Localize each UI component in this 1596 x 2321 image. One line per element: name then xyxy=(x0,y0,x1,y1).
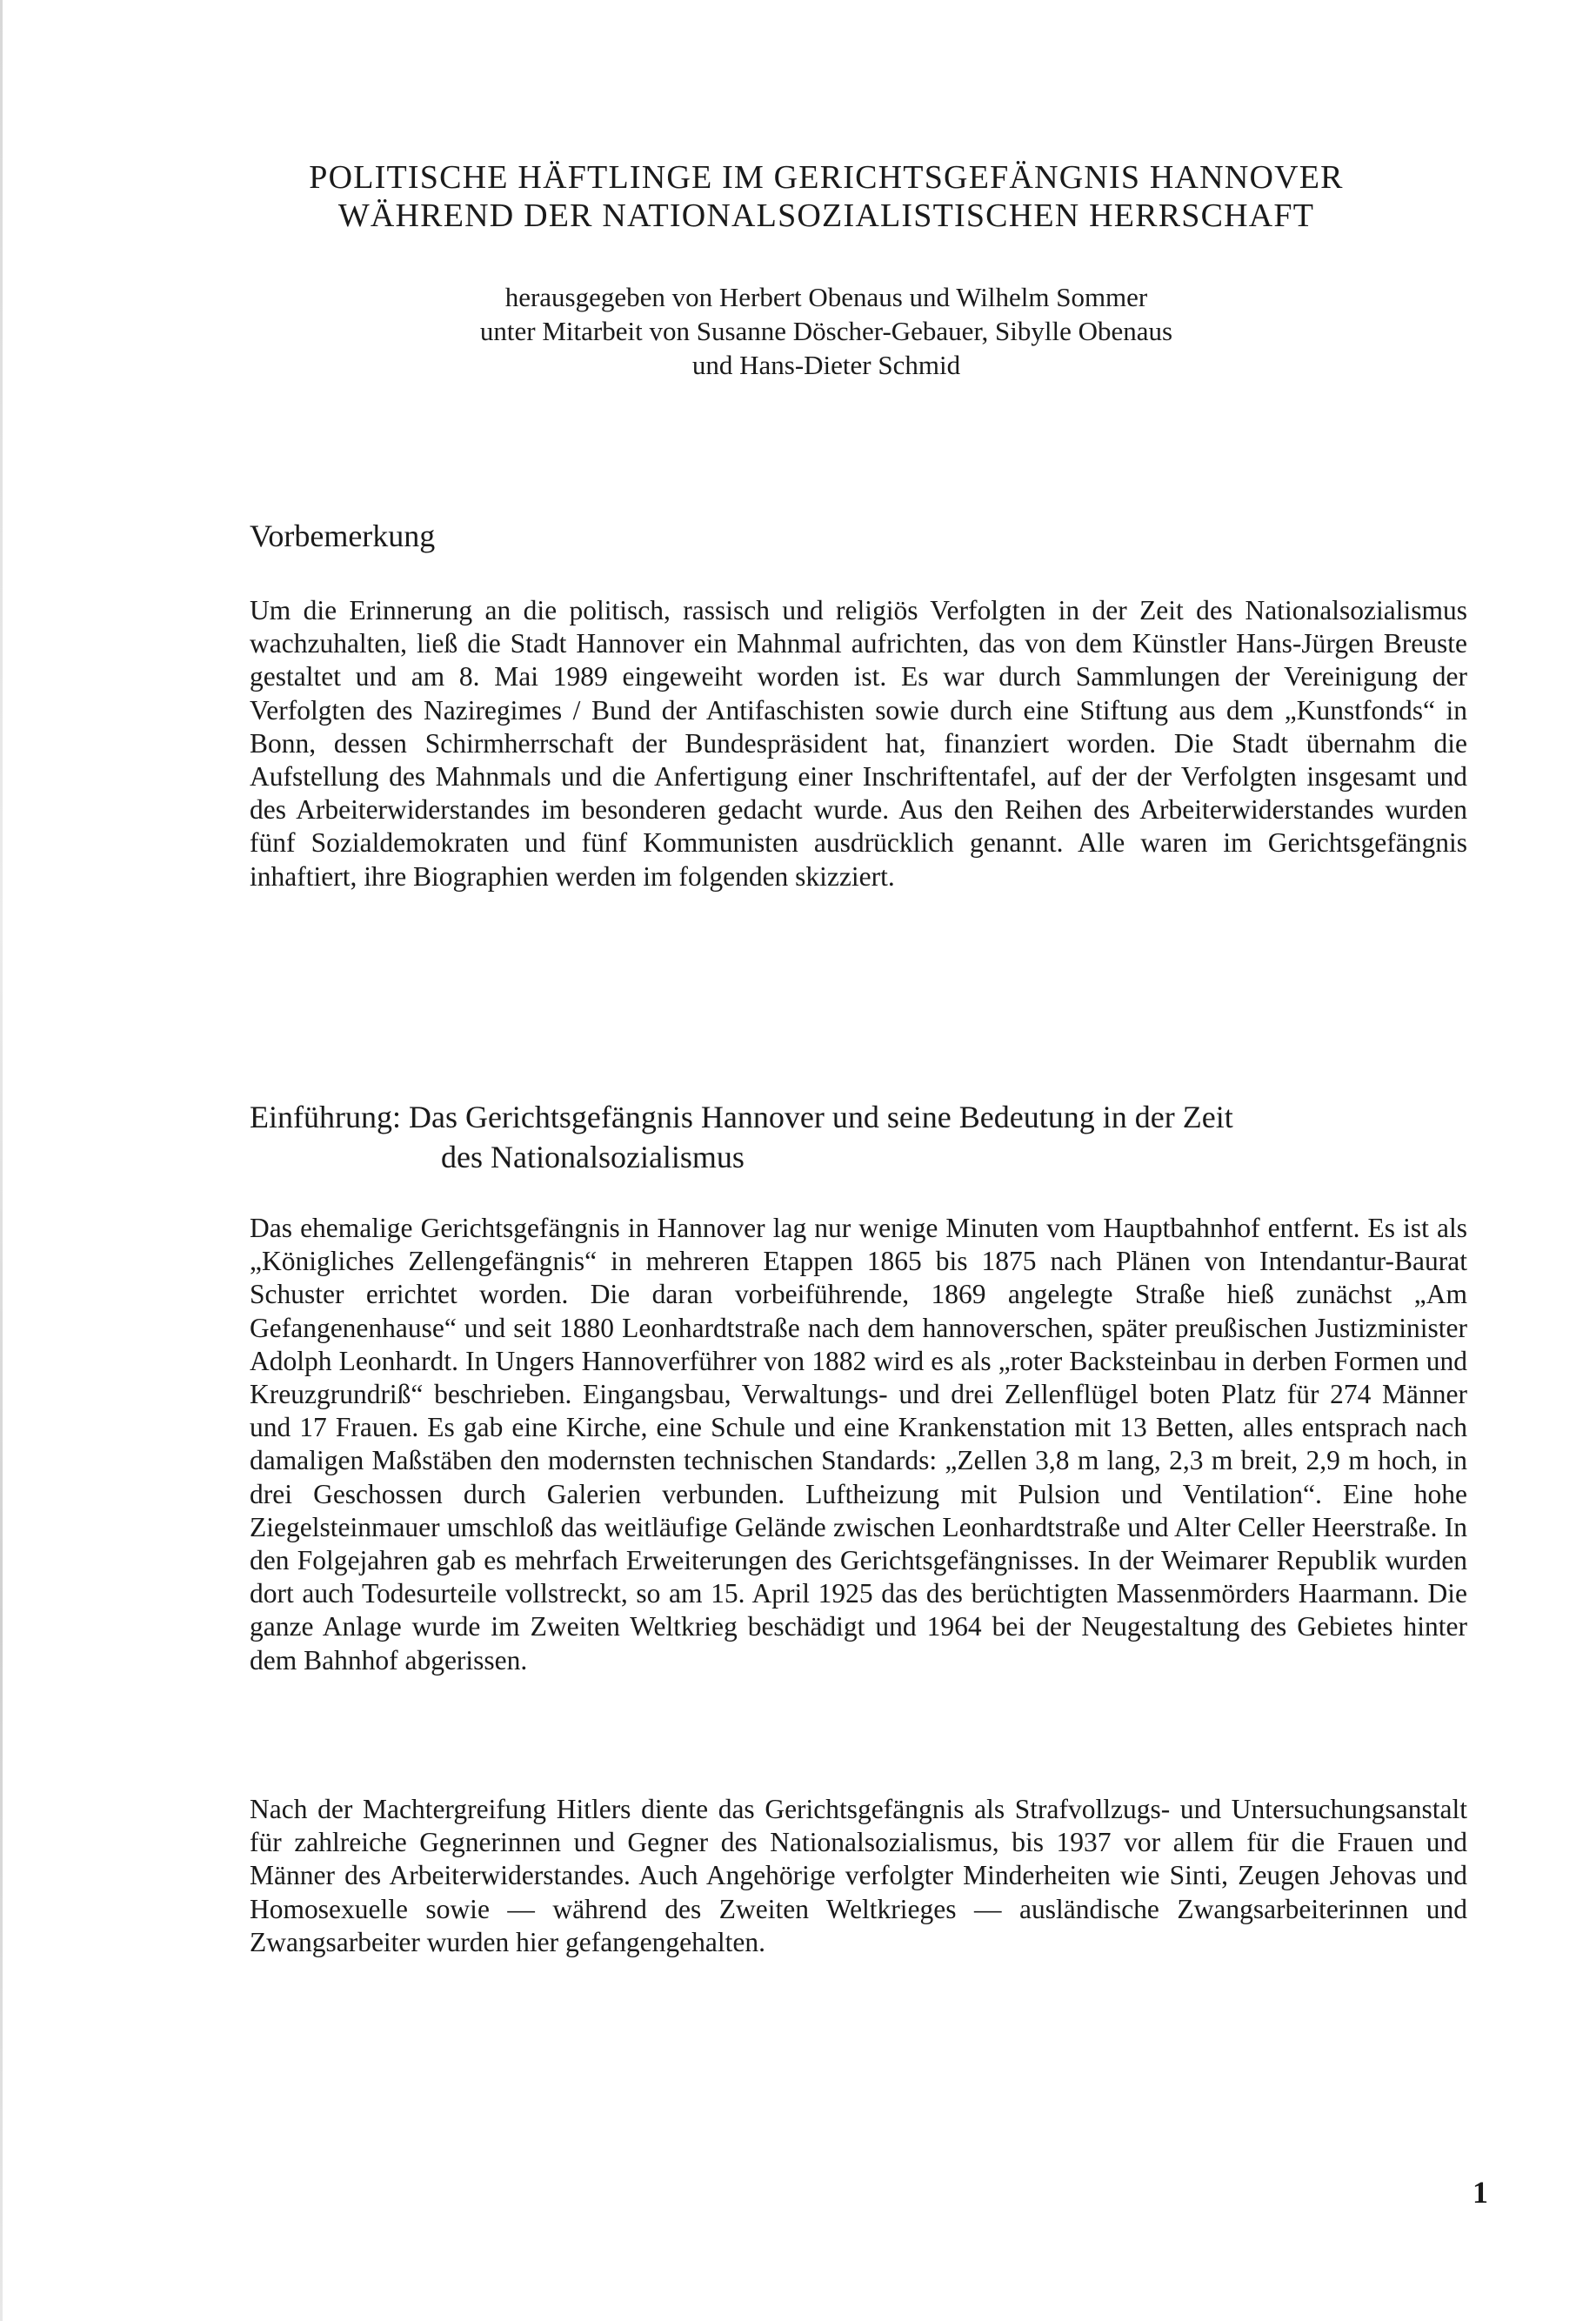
paragraph-einfuehrung-2: Nach der Machtergreifung Hitlers diente das Gerichtsgefängnis als Strafvollzugs- und Untersuchungsanstalt für zahlreiche Gegnerinnen und Gegner des Nationalsozialismus, bis 1937 vor allem für die Frauen und Männer des Arbeiterwiderstandes. Auch Angehörige verfolgter Minderheiten wie Sinti, Zeugen Jehovas und Homosexuelle sowie — während des Zweiten Weltkrieges — ausländische Zwangsarbeiterinnen und Zwangsarbeiter wurden hier gefangengehalten. xyxy=(250,1794,1467,1957)
heading-einfuehrung-line-2: des Nationalsozialismus xyxy=(441,1140,745,1174)
editors-line-3: und Hans-Dieter Schmid xyxy=(691,350,961,380)
paragraph-vorbemerkung: Um die Erinnerung an die politisch, rassisch und religiös Verfolgten in der Zeit des Nationalsozialismus wachzuhalten, ließ die Stadt Hannover ein Mahnmal aufrichten, das von dem Künstler Hans-Jürgen Breuste gestaltet und am 8. Mai 1989 eingeweiht worden ist. Es war durch Sammlungen der Vereinigung der Verfolgten des Naziregimes / Bund der Antifaschisten sowie durch eine Stiftung aus dem „Kunstfonds“ in Bonn, dessen Schirmherrschaft der Bundespräsident hat, finanziert worden. Die Stadt übernahm die Aufstellung des Mahnmals und die Anfertigung einer Inschriftentafel, auf der der Verfolgten insgesamt und des Arbeiterwiderstandes im besonderen gedacht wurde. Aus den Reihen des Arbeiterwiderstandes wurden fünf Sozialdemokraten und fünf Kommunisten ausdrücklich genannt. Alle waren im Gerichtsgefängnis inhaftiert, ihre Biographien werden im folgenden skizziert. xyxy=(250,595,1467,892)
page-number: 1 xyxy=(1472,2175,1488,2210)
editors-line-2: unter Mitarbeit von Susanne Döscher-Gebauer, Sibylle Obenaus xyxy=(479,316,1173,346)
title-line-1: POLITISCHE HÄFTLINGE IM GERICHTSGEFÄNGNIS HANNOVER xyxy=(309,159,1344,196)
document-title xyxy=(217,158,1435,235)
section-heading-vorbemerkung: Vorbemerkung xyxy=(250,518,436,553)
section-heading-einfuehrung xyxy=(250,1097,1467,1177)
paragraph-einfuehrung-1: Das ehemalige Gerichtsgefängnis in Hannover lag nur wenige Minuten vom Hauptbahnhof entfernt. Es ist als „Königliches Zellengefängnis“ in mehreren Etappen 1865 bis 1875 nach Plänen von Intendantur-Baurat Schuster errichtet worden. Die daran vorbeiführende, 1869 angelegte Straße hieß zunächst „Am Gefangenenhause“ und seit 1880 Leonhardtstraße nach dem hannoverschen, später preußischen Justizminister Adolph Leonhardt. In Ungers Hannoverführer von 1882 wird es als „roter Backsteinbau in derben Formen und Kreuzgrundriß“ beschrieben. Eingangsbau, Verwaltungs- und drei Zellenflügel boten Platz für 274 Männer und 17 Frauen. Es gab eine Kirche, eine Schule und eine Krankenstation mit 13 Betten, alles entsprach nach damaligen Maßstäben den modernsten technischen Standards: „Zellen 3,8 m lang, 2,3 m breit, 2,9 m hoch, in drei Geschossen durch Galerien verbunden. Luftheizung mit Pulsion und Ventilation“. Eine hohe Ziegelsteinmauer umschloß das weitläufige Gelände zwischen Leonhardtstraße und Alter Celler Heerstraße. In den Folgejahren gab es mehrfach Erweiterungen des Gerichtsgefängnisses. In der Weimarer Republik wurden dort auch Todesurteile vollstreckt, so am 15. April 1925 das des berüchtigten Massenmörders Haarmann. Die ganze Anlage wurde im Zweiten Weltkrieg beschädigt und 1964 bei der Neugestaltung des Gebietes hinter dem Bahnhof abgerissen. xyxy=(250,1213,1467,1676)
editors-line-1: herausgegeben von Herbert Obenaus und Wilhelm Sommer xyxy=(504,282,1148,312)
editors-block xyxy=(217,280,1435,382)
title-line-2: WÄHREND DER NATIONALSOZIALISTISCHEN HERRSCHAFT xyxy=(337,197,1315,234)
page-edge xyxy=(0,0,3,2321)
heading-einfuehrung-line-1: Einführung: Das Gerichtsgefängnis Hannover und seine Bedeutung in der Zeit xyxy=(250,1100,1233,1134)
